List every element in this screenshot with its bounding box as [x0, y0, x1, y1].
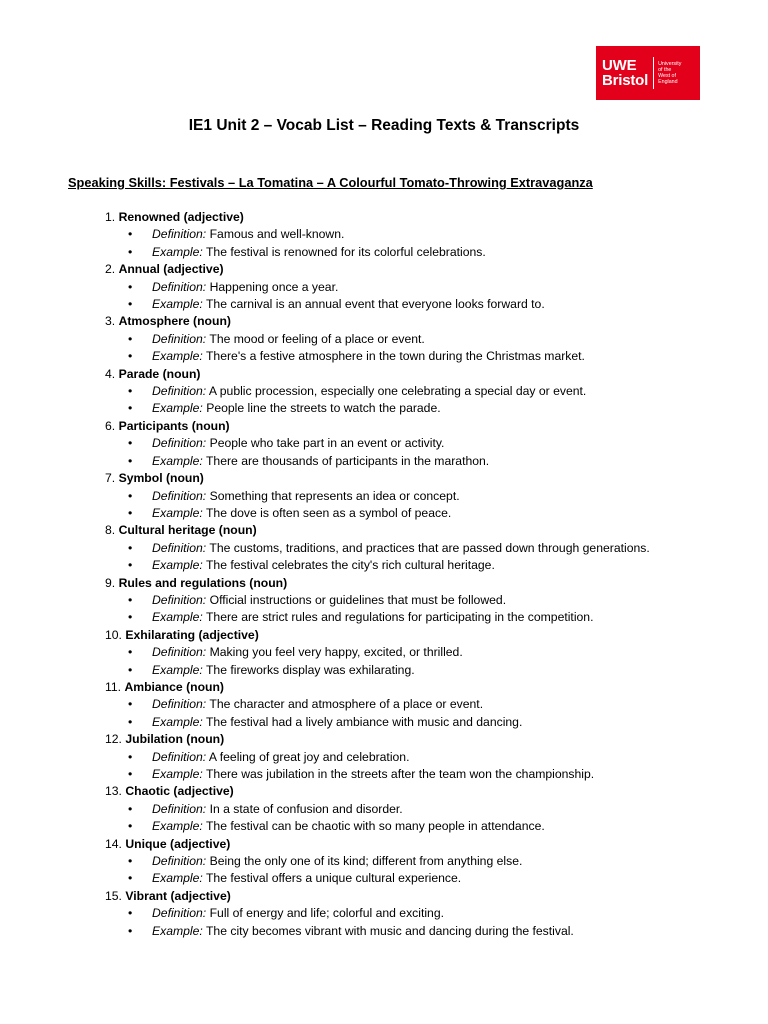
example-label: Example:: [152, 923, 203, 938]
term-name: Renowned (adjective): [118, 210, 244, 224]
bullet-icon: •: [128, 558, 133, 573]
example-label: Example:: [152, 297, 203, 312]
example-line: [0, 766, 768, 783]
vocab-term: [0, 836, 768, 853]
example-label: Example:: [152, 714, 203, 729]
vocab-item: [0, 731, 768, 783]
example-line: [0, 923, 768, 940]
term-number: 2.: [105, 262, 116, 277]
example-label: Example:: [152, 244, 203, 259]
definition-line: [0, 435, 768, 452]
vocab-term: [0, 313, 768, 330]
example-line: [0, 453, 768, 470]
bullet-icon: •: [128, 749, 133, 764]
bullet-icon: •: [128, 906, 133, 921]
example-label: Example:: [152, 505, 203, 520]
definition-text: The mood or feeling of a place or event.: [209, 331, 425, 346]
example-text: The city becomes vibrant with music and dancing during the festival.: [205, 923, 574, 938]
example-line: [0, 818, 768, 835]
vocab-item: [0, 366, 768, 418]
bullet-icon: •: [128, 714, 133, 729]
term-name: Ambiance (noun): [124, 679, 224, 694]
vocab-term: [0, 209, 768, 226]
definition-text: Full of energy and life; colorful and exciting.: [209, 906, 444, 921]
bullet-icon: •: [128, 331, 133, 346]
term-name: Atmosphere (noun): [118, 314, 231, 329]
definition-text: In a state of confusion and disorder.: [209, 801, 403, 816]
example-line: [0, 557, 768, 574]
vocab-item: [0, 783, 768, 835]
bullet-icon: •: [128, 297, 133, 312]
definition-label: Definition:: [152, 488, 207, 503]
vocab-item: [0, 522, 768, 574]
example-text: The dove is often seen as a symbol of peace.: [205, 505, 452, 520]
vocab-term: [0, 627, 768, 644]
term-name: Parade (noun): [118, 366, 201, 381]
definition-label: Definition:: [152, 854, 207, 869]
definition-label: Definition:: [152, 906, 207, 921]
example-text: The festival offers a unique cultural experience.: [205, 871, 462, 886]
vocab-item: [0, 470, 768, 522]
example-line: [0, 296, 768, 313]
bullet-icon: •: [128, 244, 133, 259]
term-name: Rules and regulations (noun): [118, 575, 288, 590]
term-number: 10.: [105, 627, 122, 642]
bullet-icon: •: [128, 645, 133, 660]
bullet-icon: •: [128, 871, 133, 886]
definition-text: Happening once a year.: [209, 279, 339, 294]
term-number: 14.: [105, 836, 122, 851]
term-name: Jubilation (noun): [125, 732, 225, 747]
definition-line: [0, 540, 768, 557]
example-line: [0, 662, 768, 679]
example-line: [0, 244, 768, 261]
example-label: Example:: [152, 453, 203, 468]
example-label: Example:: [152, 401, 203, 416]
example-line: [0, 870, 768, 887]
example-text: The fireworks display was exhilarating.: [205, 662, 415, 677]
definition-line: [0, 853, 768, 870]
example-text: There's a festive atmosphere in the town during the Christmas market.: [205, 349, 585, 364]
definition-label: Definition:: [152, 384, 207, 399]
example-label: Example:: [152, 662, 203, 677]
definition-label: Definition:: [152, 801, 207, 816]
bullet-icon: •: [128, 923, 133, 938]
definition-line: [0, 644, 768, 661]
example-text: There are strict rules and regulations for participating in the competition.: [205, 610, 594, 625]
vocab-item: [0, 261, 768, 313]
term-name: Chaotic (adjective): [125, 784, 234, 799]
example-label: Example:: [152, 767, 203, 781]
definition-text: Being the only one of its kind; different from anything else.: [209, 854, 523, 869]
example-line: [0, 609, 768, 626]
example-label: Example:: [152, 349, 203, 364]
vocab-item: [0, 836, 768, 888]
vocab-item: [0, 679, 768, 731]
term-number: 13.: [105, 784, 122, 799]
definition-line: [0, 801, 768, 818]
definition-label: Definition:: [152, 331, 207, 346]
definition-line: [0, 226, 768, 243]
definition-line: [0, 592, 768, 609]
definition-text: A public procession, especially one celebrating a special day or event.: [208, 384, 587, 399]
definition-label: Definition:: [152, 749, 207, 764]
bullet-icon: •: [128, 488, 133, 503]
vocab-term: [0, 418, 768, 435]
term-number: 6.: [105, 418, 116, 433]
bullet-icon: •: [128, 349, 133, 364]
term-number: 8.: [105, 523, 116, 538]
definition-line: [0, 279, 768, 296]
bullet-icon: •: [128, 662, 133, 677]
definition-text: The customs, traditions, and practices that are passed down through generations.: [209, 540, 650, 555]
bullet-icon: •: [128, 227, 133, 242]
bullet-icon: •: [128, 436, 133, 451]
definition-label: Definition:: [152, 697, 207, 712]
vocab-term: [0, 679, 768, 696]
term-name: Unique (adjective): [125, 836, 231, 851]
definition-line: [0, 905, 768, 922]
term-number: 15.: [105, 888, 122, 903]
example-text: The festival can be chaotic with so many people in attendance.: [205, 819, 545, 834]
logo-university-name: University of the West of England: [658, 60, 682, 86]
term-number: 1.: [105, 210, 116, 224]
term-number: 12.: [105, 732, 122, 747]
definition-line: [0, 488, 768, 505]
example-text: People line the streets to watch the parade.: [206, 401, 441, 416]
logo-divider: [653, 57, 654, 89]
bullet-icon: •: [128, 279, 133, 294]
example-text: The carnival is an annual event that everyone looks forward to.: [205, 297, 545, 312]
definition-text: Making you feel very happy, excited, or thrilled.: [209, 645, 463, 660]
term-name: Annual (adjective): [118, 262, 224, 277]
definition-label: Definition:: [152, 592, 207, 607]
definition-label: Definition:: [152, 279, 207, 294]
bullet-icon: •: [128, 697, 133, 712]
section-heading: Speaking Skills: Festivals – La Tomatina – A Colourful Tomato-Throwing Extravaganza: [68, 175, 593, 190]
vocab-item: [0, 627, 768, 679]
example-text: The festival celebrates the city's rich cultural heritage.: [205, 558, 495, 573]
bullet-icon: •: [128, 540, 133, 555]
example-line: [0, 505, 768, 522]
term-number: 9.: [105, 575, 116, 590]
vocab-term: [0, 575, 768, 592]
vocab-term: [0, 783, 768, 800]
vocab-term: [0, 366, 768, 383]
bullet-icon: •: [128, 854, 133, 869]
term-number: 11.: [105, 679, 122, 694]
bullet-icon: •: [128, 819, 133, 834]
bullet-icon: •: [128, 610, 133, 625]
example-label: Example:: [152, 871, 203, 886]
term-name: Symbol (noun): [118, 471, 204, 486]
term-number: 7.: [105, 471, 116, 486]
definition-line: [0, 383, 768, 400]
bullet-icon: •: [128, 401, 133, 416]
term-name: Vibrant (adjective): [125, 888, 231, 903]
example-line: [0, 400, 768, 417]
definition-text: Something that represents an idea or concept.: [209, 488, 460, 503]
bullet-icon: •: [128, 505, 133, 520]
example-label: Example:: [152, 819, 203, 834]
definition-text: Famous and well-known.: [209, 227, 345, 242]
term-number: 3.: [105, 314, 116, 329]
example-label: Example:: [152, 558, 203, 573]
definition-text: A feeling of great joy and celebration.: [208, 749, 410, 764]
bullet-icon: •: [128, 801, 133, 816]
term-name: Cultural heritage (noun): [118, 523, 257, 538]
definition-text: Official instructions or guidelines that must be followed.: [209, 592, 507, 607]
logo-wordmark: UWE Bristol: [602, 57, 649, 89]
bullet-icon: •: [128, 592, 133, 607]
vocab-term: [0, 261, 768, 278]
vocab-term: [0, 731, 768, 748]
example-label: Example:: [152, 610, 203, 625]
vocab-term: [0, 470, 768, 487]
example-text: The festival had a lively ambiance with music and dancing.: [205, 714, 523, 729]
vocab-item: [0, 313, 768, 365]
definition-label: Definition:: [152, 540, 207, 555]
vocab-item: [0, 888, 768, 940]
vocab-item: [0, 209, 768, 261]
definition-line: [0, 696, 768, 713]
definition-label: Definition:: [152, 645, 207, 660]
bullet-icon: •: [128, 767, 133, 781]
vocab-term: [0, 888, 768, 905]
vocab-item: [0, 418, 768, 470]
example-text: The festival is renowned for its colorful celebrations.: [205, 244, 486, 259]
bullet-icon: •: [128, 384, 133, 399]
definition-text: The character and atmosphere of a place or event.: [209, 697, 484, 712]
example-text: There are thousands of participants in the marathon.: [205, 453, 490, 468]
definition-line: [0, 749, 768, 766]
term-name: Exhilarating (adjective): [125, 627, 259, 642]
example-line: [0, 714, 768, 731]
term-number: 4.: [105, 366, 116, 381]
term-name: Participants (noun): [118, 418, 230, 433]
example-text: There was jubilation in the streets after the team won the championship.: [205, 767, 595, 781]
definition-label: Definition:: [152, 436, 207, 451]
vocab-term: [0, 522, 768, 539]
definition-text: People who take part in an event or activity.: [209, 436, 445, 451]
page-title: IE1 Unit 2 – Vocab List – Reading Texts & Transcripts: [188, 117, 580, 134]
uwe-bristol-logo: [596, 46, 700, 100]
vocab-item: [0, 575, 768, 627]
definition-label: Definition:: [152, 227, 207, 242]
vocab-list: [0, 209, 768, 940]
example-line: [0, 348, 768, 365]
definition-line: [0, 331, 768, 348]
bullet-icon: •: [128, 453, 133, 468]
